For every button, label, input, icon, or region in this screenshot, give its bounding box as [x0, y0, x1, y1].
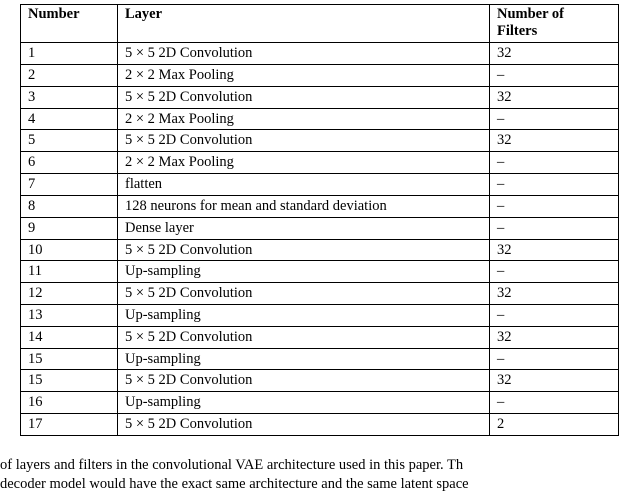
cell-filters: 2 — [490, 414, 619, 436]
table-row — [21, 370, 619, 392]
cell-number: 5 — [21, 130, 118, 152]
cell-filters: – — [490, 108, 619, 130]
cell-layer: Up-sampling — [118, 392, 490, 414]
cell-layer: 5 × 5 2D Convolution — [118, 43, 490, 65]
caption-line-2: decoder model would have the exact same architecture and the same latent space — [0, 476, 469, 493]
cell-layer: 2 × 2 Max Pooling — [118, 108, 490, 130]
cell-number: 15 — [21, 370, 118, 392]
cell-layer: 2 × 2 Max Pooling — [118, 65, 490, 87]
table-row — [21, 86, 619, 108]
table-header-row — [21, 5, 619, 43]
cell-number: 1 — [21, 43, 118, 65]
table-row — [21, 392, 619, 414]
cell-layer: Dense layer — [118, 217, 490, 239]
cell-layer: 5 × 5 2D Convolution — [118, 326, 490, 348]
cell-number: 8 — [21, 195, 118, 217]
cell-filters: – — [490, 392, 619, 414]
header-number: Number — [21, 5, 118, 43]
cell-filters: 32 — [490, 283, 619, 305]
cell-layer: 5 × 5 2D Convolution — [118, 283, 490, 305]
cell-filters: 32 — [490, 130, 619, 152]
table-row — [21, 217, 619, 239]
cell-filters: – — [490, 304, 619, 326]
cell-number: 2 — [21, 65, 118, 87]
cell-number: 11 — [21, 261, 118, 283]
cell-filters: – — [490, 174, 619, 196]
cell-filters: 32 — [490, 326, 619, 348]
cell-layer: flatten — [118, 174, 490, 196]
cell-layer: 5 × 5 2D Convolution — [118, 239, 490, 261]
header-filters-line2: Filters — [497, 23, 538, 40]
table-row — [21, 65, 619, 87]
table-row — [21, 326, 619, 348]
cell-number: 9 — [21, 217, 118, 239]
cell-filters: 32 — [490, 43, 619, 65]
cell-number: 12 — [21, 283, 118, 305]
cell-number: 3 — [21, 86, 118, 108]
table-row — [21, 261, 619, 283]
header-layer: Layer — [118, 5, 490, 43]
cell-filters: 32 — [490, 370, 619, 392]
cell-number: 6 — [21, 152, 118, 174]
cell-filters: 32 — [490, 86, 619, 108]
cell-layer: Up-sampling — [118, 304, 490, 326]
cell-layer: 5 × 5 2D Convolution — [118, 86, 490, 108]
table-row — [21, 414, 619, 436]
table-row — [21, 239, 619, 261]
table-row — [21, 174, 619, 196]
cell-filters: 32 — [490, 239, 619, 261]
cell-number: 15 — [21, 348, 118, 370]
cell-filters: – — [490, 261, 619, 283]
cell-number: 10 — [21, 239, 118, 261]
cell-number: 17 — [21, 414, 118, 436]
cell-number: 16 — [21, 392, 118, 414]
table-body — [21, 5, 619, 436]
cell-filters: – — [490, 217, 619, 239]
figure-caption — [0, 456, 640, 494]
table-row — [21, 195, 619, 217]
table-row — [21, 108, 619, 130]
table-row — [21, 43, 619, 65]
cell-number: 14 — [21, 326, 118, 348]
header-filters — [490, 5, 619, 43]
architecture-table — [20, 4, 619, 436]
cell-layer: Up-sampling — [118, 348, 490, 370]
paper-figure-page — [0, 4, 640, 494]
cell-number: 13 — [21, 304, 118, 326]
table-row — [21, 283, 619, 305]
cell-layer: 5 × 5 2D Convolution — [118, 414, 490, 436]
table-row — [21, 130, 619, 152]
table-row — [21, 152, 619, 174]
cell-filters: – — [490, 152, 619, 174]
table-row — [21, 304, 619, 326]
cell-layer: 5 × 5 2D Convolution — [118, 130, 490, 152]
cell-layer: Up-sampling — [118, 261, 490, 283]
cell-layer: 128 neurons for mean and standard deviation — [118, 195, 490, 217]
cell-filters: – — [490, 348, 619, 370]
cell-layer: 2 × 2 Max Pooling — [118, 152, 490, 174]
cell-filters: – — [490, 65, 619, 87]
cell-filters: – — [490, 195, 619, 217]
table-row — [21, 348, 619, 370]
cell-number: 4 — [21, 108, 118, 130]
header-filters-line1: Number of — [497, 6, 564, 22]
cell-number: 7 — [21, 174, 118, 196]
caption-line-1: of layers and filters in the convolutional VAE architecture used in this paper. Th — [0, 457, 464, 473]
cell-layer: 5 × 5 2D Convolution — [118, 370, 490, 392]
